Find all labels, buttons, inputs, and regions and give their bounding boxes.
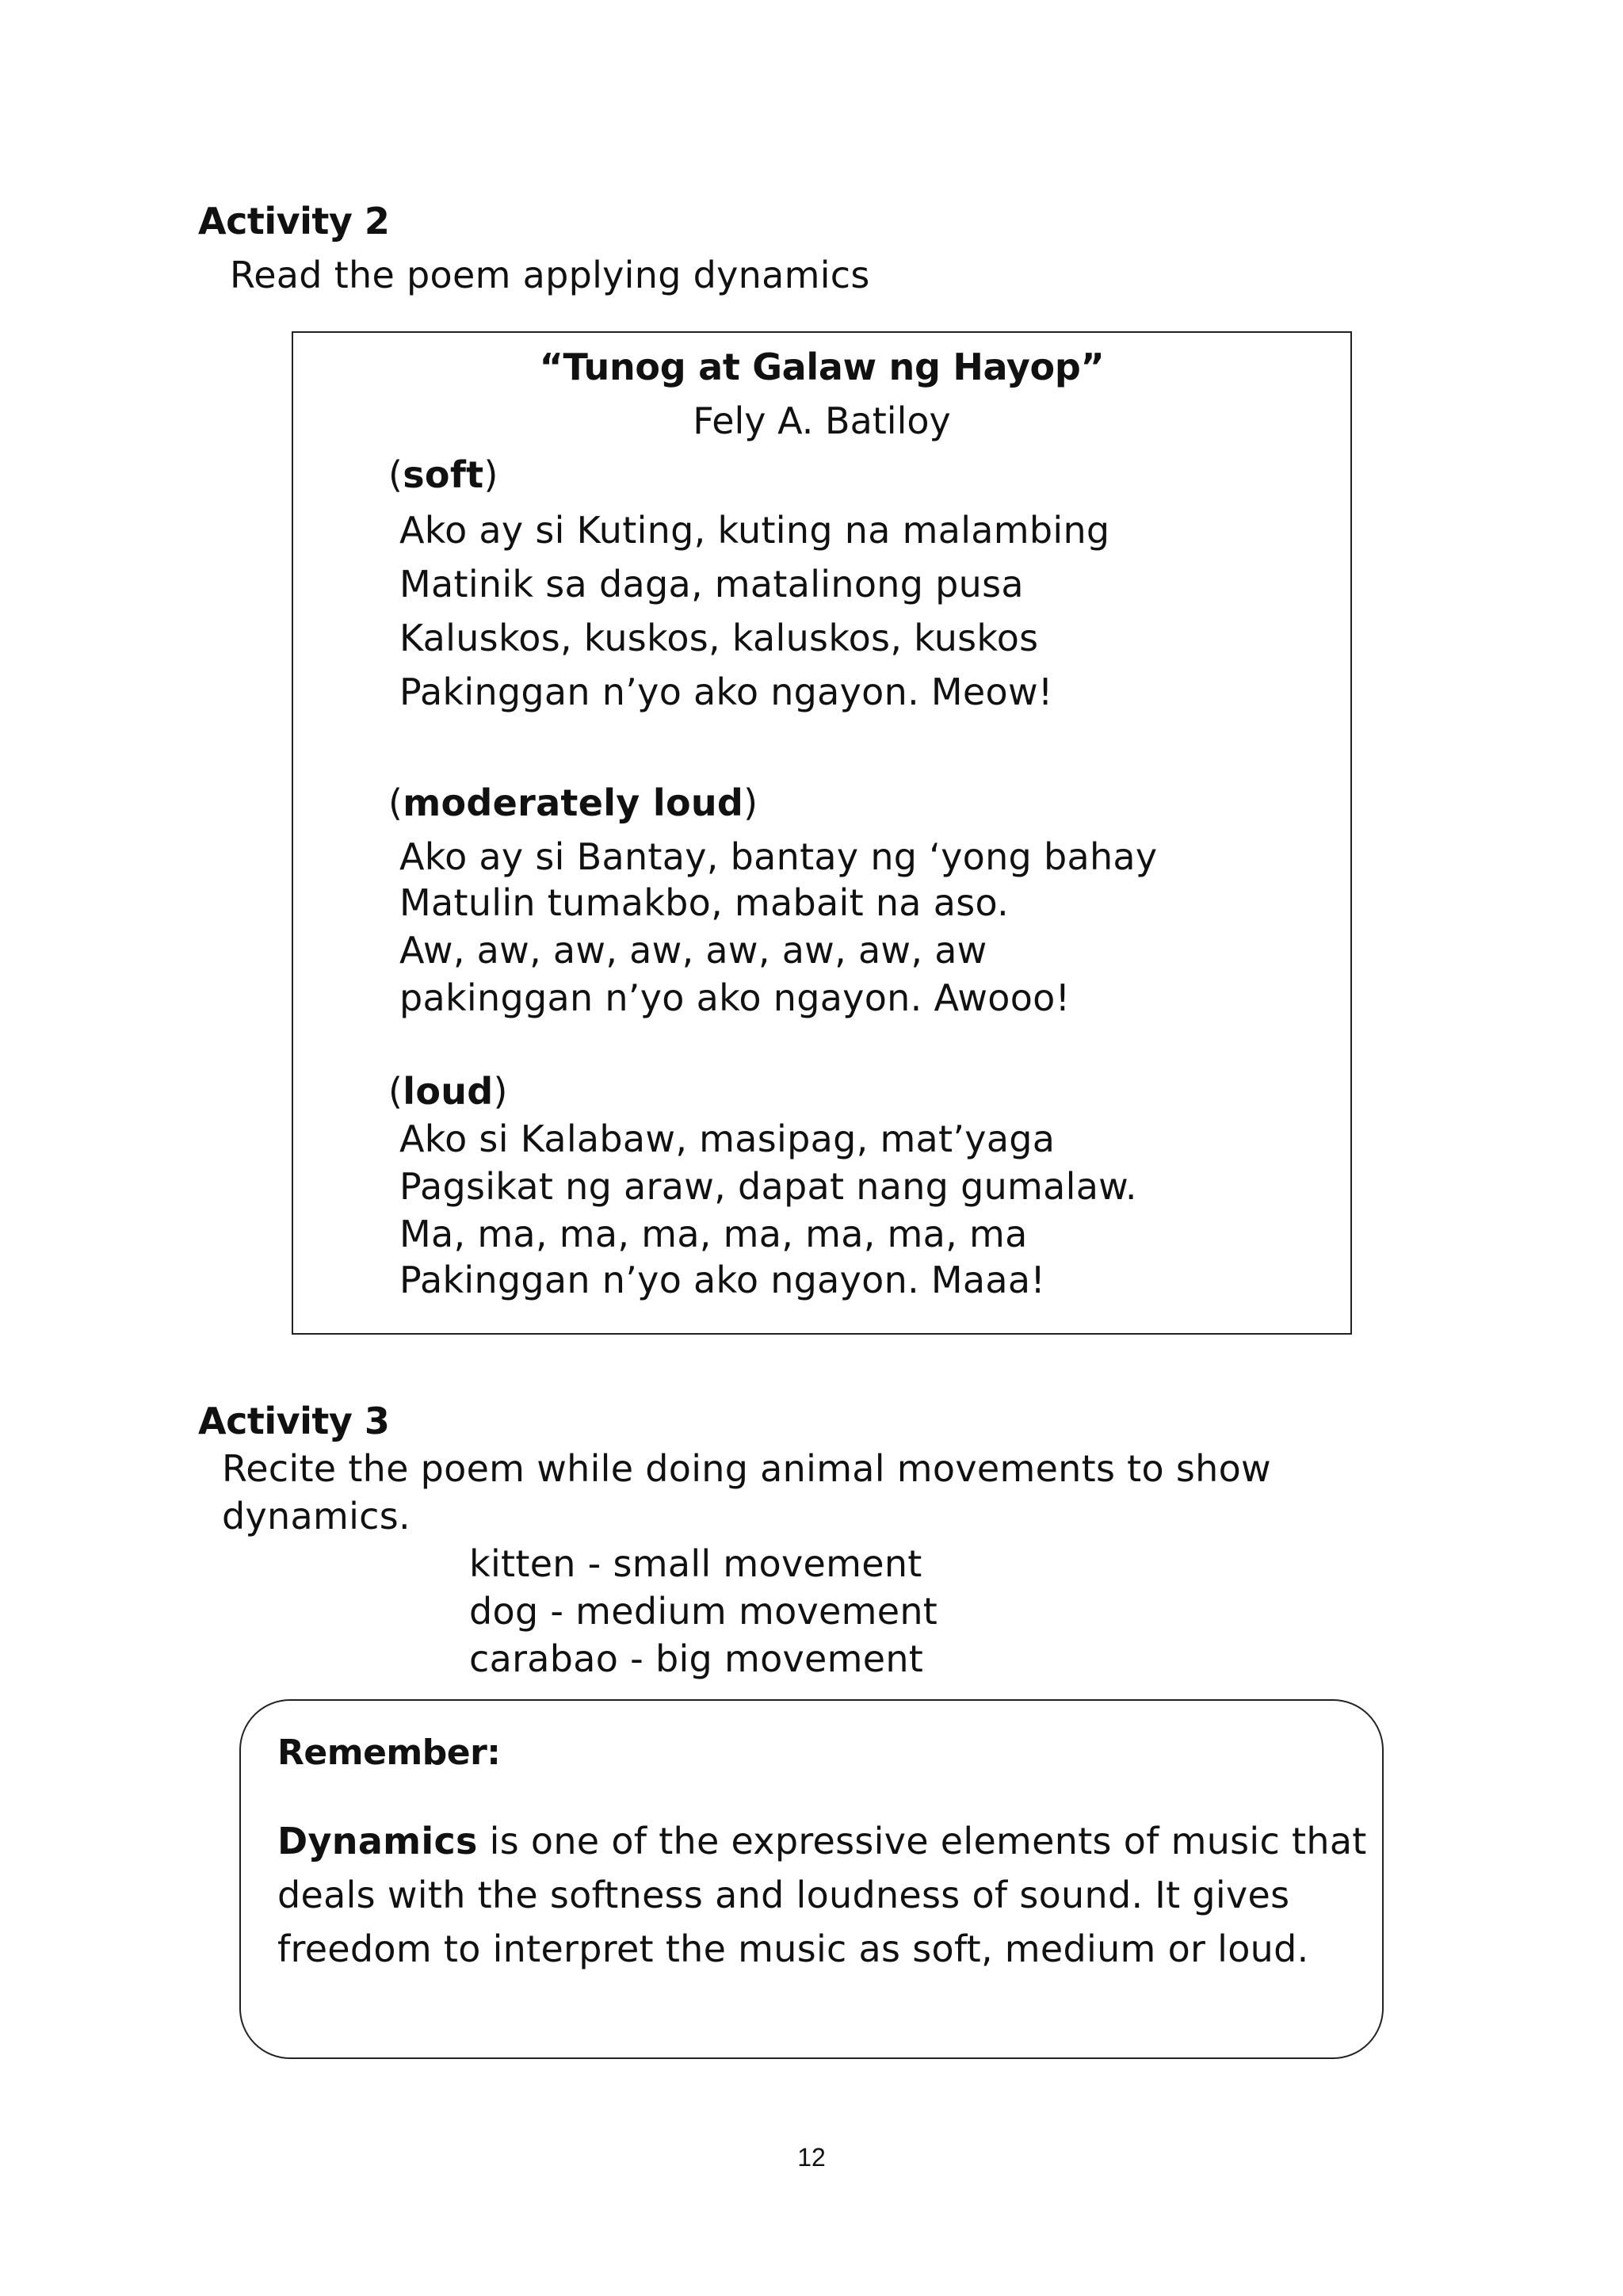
activity-3-instruction-continued: dynamics.: [222, 1495, 411, 1538]
remember-box: [239, 1699, 1384, 2059]
movement-item-carabao: carabao - big movement: [469, 1637, 924, 1680]
poem-title: “Tunog at Galaw ng Hayop”: [539, 346, 1105, 388]
poem-line: Pagsikat ng araw, dapat nang gumalaw.: [399, 1165, 1137, 1208]
poem-line: Matinik sa daga, matalinong pusa: [399, 563, 1024, 606]
activity-2-instruction: Read the poem applying dynamics: [230, 254, 870, 296]
poem-line: Ako ay si Kuting, kuting na malambing: [399, 509, 1110, 552]
poem-line: Pakinggan n’yo ako ngayon. Maaa!: [399, 1259, 1046, 1301]
page-number: 12: [797, 2143, 826, 2172]
definition-text: is one of the expressive elements of music that: [477, 1820, 1367, 1862]
stanza-2-dynamic-label: (moderately loud): [388, 781, 758, 824]
remember-heading: Remember:: [277, 1733, 501, 1773]
remember-definition-line-1: [277, 1820, 1367, 1862]
poem-line: Ako si Kalabaw, masipag, mat’yaga: [399, 1117, 1056, 1160]
stanza-3-dynamic-label: (loud): [388, 1070, 508, 1113]
activity-2-heading: Activity 2: [198, 200, 390, 243]
poem-line: Aw, aw, aw, aw, aw, aw, aw, aw: [399, 929, 987, 972]
dynamic-moderately-loud: moderately loud: [403, 781, 744, 824]
poem-author: Fely A. Batiloy: [693, 399, 951, 442]
activity-3-heading: Activity 3: [198, 1400, 390, 1442]
remember-definition-line-2: deals with the softness and loudness of sound. It gives: [277, 1874, 1290, 1916]
activity-3-instruction: Recite the poem while doing animal movements to show: [222, 1447, 1271, 1490]
movement-item-dog: dog - medium movement: [469, 1590, 938, 1633]
stanza-1-dynamic-label: (soft): [388, 453, 498, 496]
poem-line: Ako ay si Bantay, bantay ng ‘yong bahay: [399, 835, 1158, 878]
dynamics-term: Dynamics: [277, 1820, 478, 1862]
remember-definition-line-3: freedom to interpret the music as soft, medium or loud.: [277, 1927, 1309, 1970]
poem-line: Ma, ma, ma, ma, ma, ma, ma, ma: [399, 1213, 1028, 1255]
movement-item-kitten: kitten - small movement: [469, 1542, 922, 1585]
dynamic-soft: soft: [403, 453, 484, 496]
poem-line: Pakinggan n’yo ako ngayon. Meow!: [399, 670, 1053, 713]
dynamic-loud: loud: [403, 1070, 494, 1113]
poem-line: Kaluskos, kuskos, kaluskos, kuskos: [399, 617, 1039, 659]
poem-box: [292, 331, 1352, 1335]
poem-line: pakinggan n’yo ako ngayon. Awooo!: [399, 976, 1071, 1019]
poem-line: Matulin tumakbo, mabait na aso.: [399, 881, 1010, 924]
